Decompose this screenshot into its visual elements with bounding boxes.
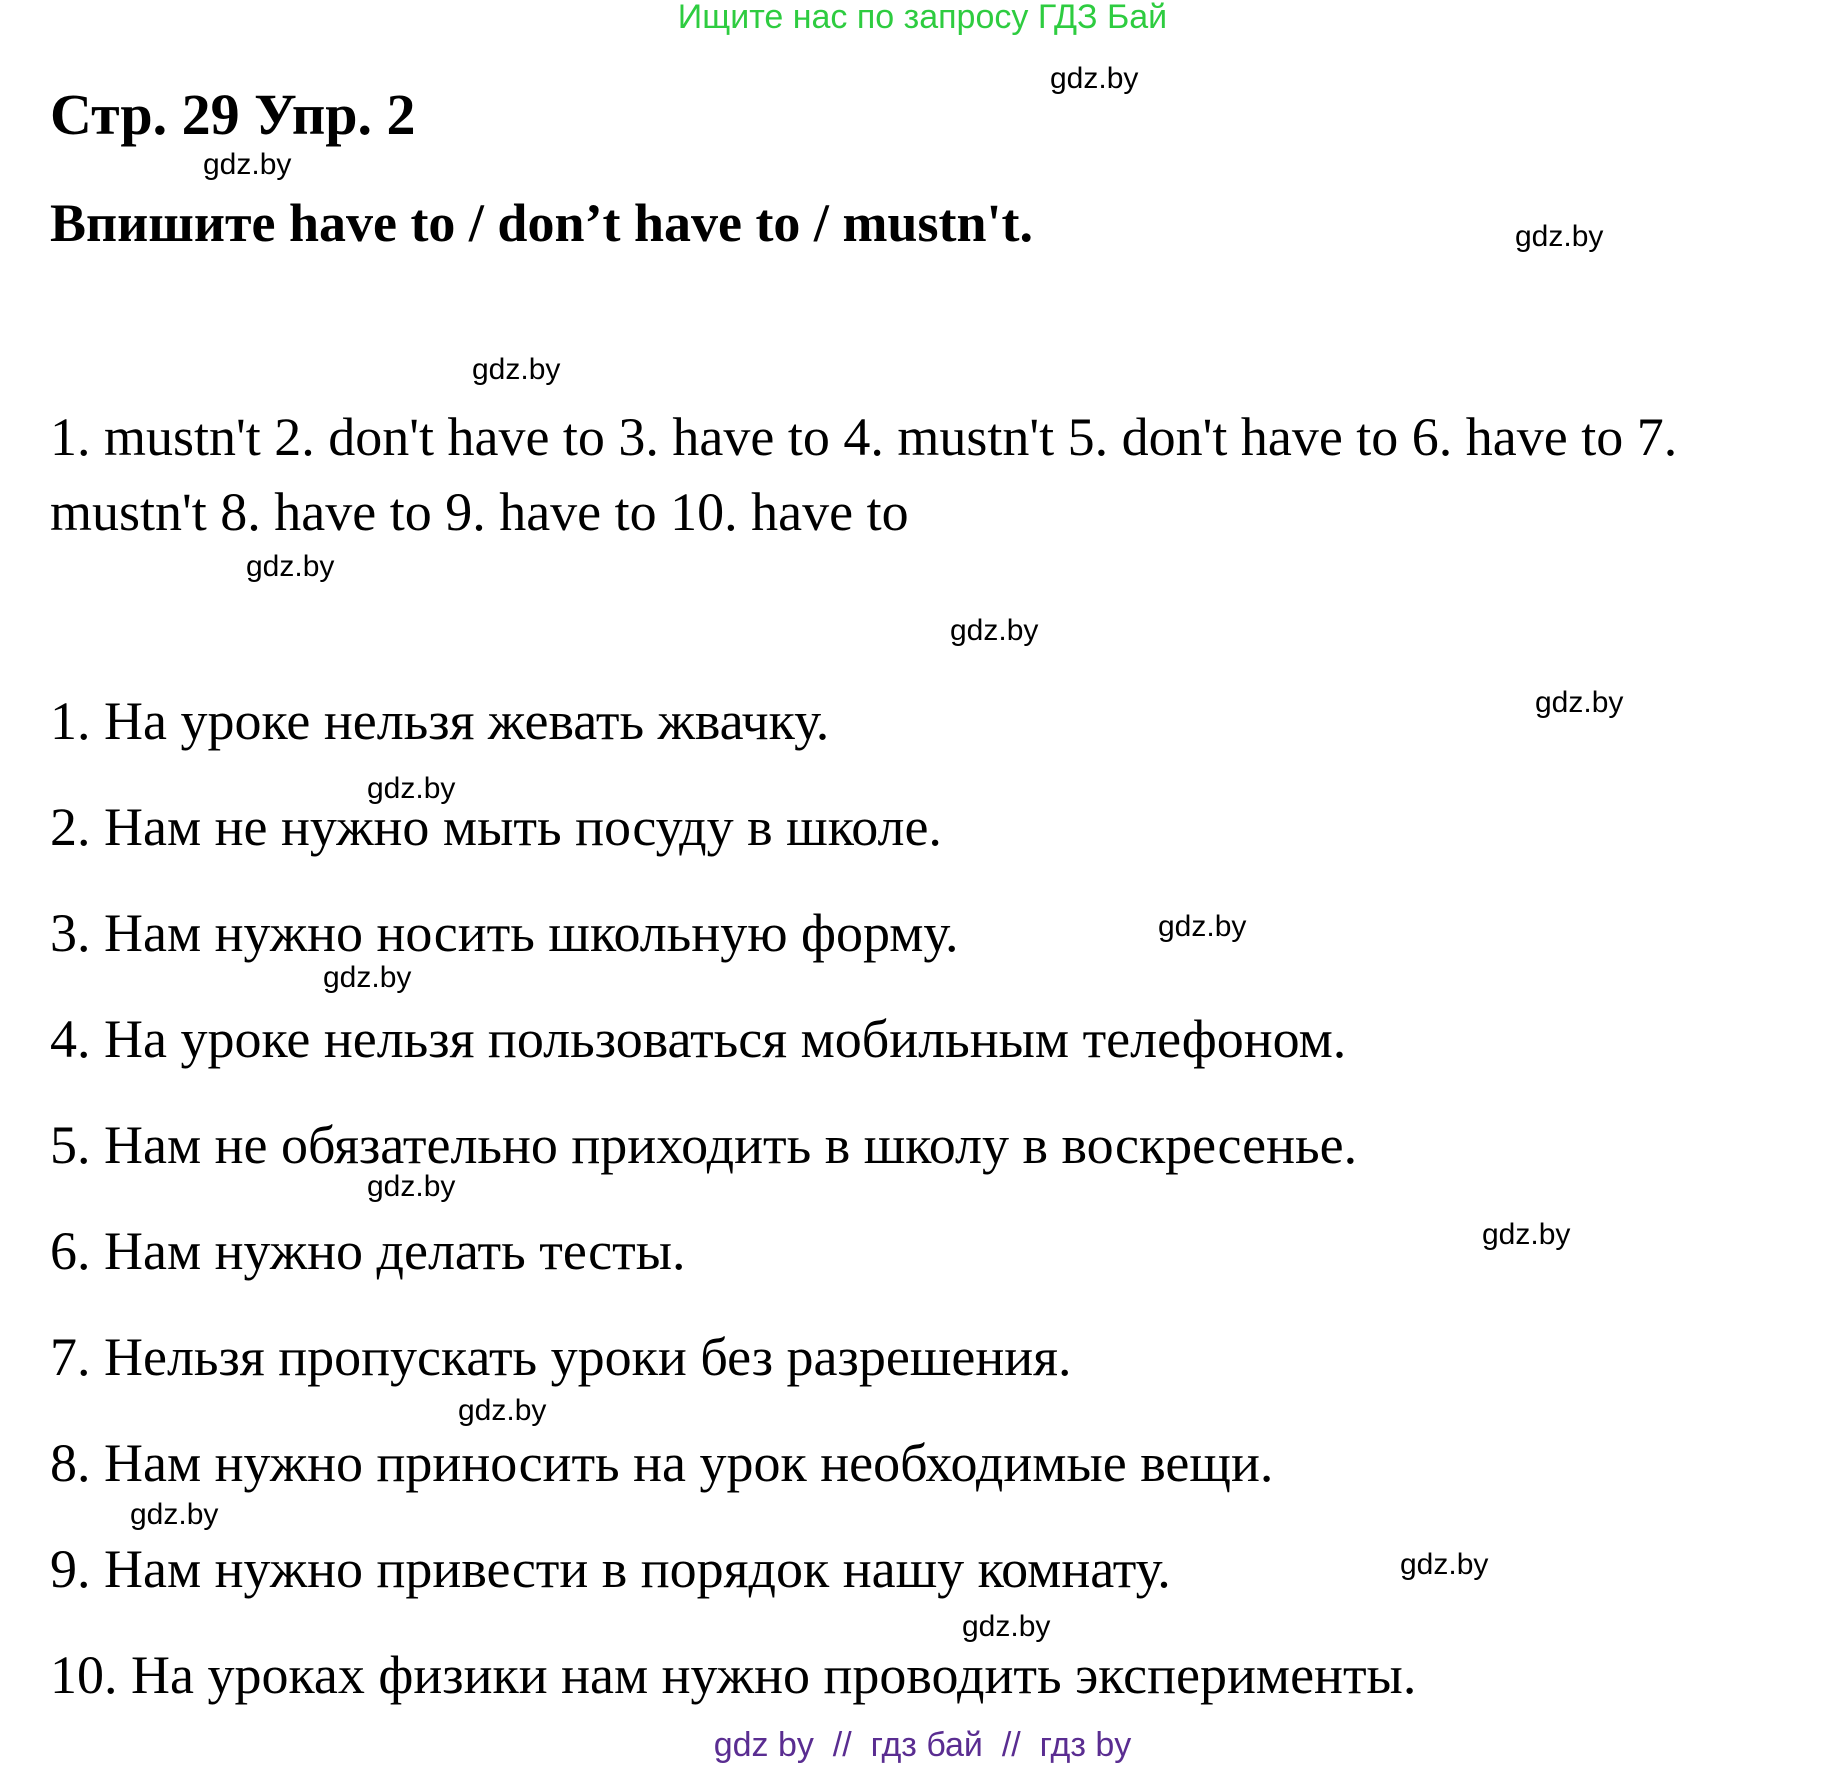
- sentence-3: 3. Нам нужно носить школьную форму.: [50, 903, 959, 963]
- sentence-7: 7. Нельзя пропускать уроки без разрешения.: [50, 1327, 1072, 1387]
- watermark: gdz.by: [367, 772, 456, 805]
- watermark: gdz.by: [203, 148, 292, 181]
- sentence-10: 10. На уроках физики нам нужно проводить эксперименты.: [50, 1645, 1417, 1705]
- sentence-6: 6. Нам нужно делать тесты.: [50, 1221, 686, 1281]
- sentence-9: 9. Нам нужно привести в порядок нашу комнату.: [50, 1539, 1171, 1599]
- page-title: Стр. 29 Упр. 2: [50, 82, 416, 147]
- sentence-8: 8. Нам нужно приносить на урок необходимые вещи.: [50, 1433, 1274, 1493]
- watermark: gdz.by: [472, 353, 561, 386]
- watermark: gdz.by: [323, 961, 412, 994]
- top-banner[interactable]: Ищите нас по запросу ГДЗ Бай: [677, 0, 1168, 36]
- watermark: gdz.by: [950, 614, 1039, 647]
- sentence-1: 1. На уроке нельзя жевать жвачку.: [50, 691, 830, 751]
- sentence-5: 5. Нам не обязательно приходить в школу в воскресенье.: [50, 1115, 1358, 1175]
- watermark: gdz.by: [1050, 62, 1139, 95]
- watermark: gdz.by: [962, 1610, 1051, 1643]
- answers-paragraph: 1. mustn't 2. don't have to 3. have to 4. mustn't 5. don't have to 6. have to 7. mustn't 8. have to 9. have to 10. have to: [50, 407, 1678, 542]
- watermark: gdz.by: [1158, 910, 1247, 943]
- watermark: gdz.by: [246, 550, 335, 583]
- task-instruction: Впишите have to / don’t have to / mustn't.: [50, 193, 1033, 253]
- sentence-2: 2. Нам не нужно мыть посуду в школе.: [50, 797, 942, 857]
- watermark: gdz.by: [1515, 220, 1604, 253]
- watermark: gdz.by: [130, 1498, 219, 1531]
- footer-links[interactable]: gdz by // гдз бай // гдз by: [713, 1726, 1132, 1764]
- watermark: gdz.by: [1535, 686, 1624, 719]
- watermark: gdz.by: [1482, 1218, 1571, 1251]
- watermark: gdz.by: [367, 1170, 456, 1203]
- watermark: gdz.by: [458, 1394, 547, 1427]
- sentence-4: 4. На уроке нельзя пользоваться мобильным телефоном.: [50, 1009, 1347, 1069]
- watermark: gdz.by: [1400, 1548, 1489, 1581]
